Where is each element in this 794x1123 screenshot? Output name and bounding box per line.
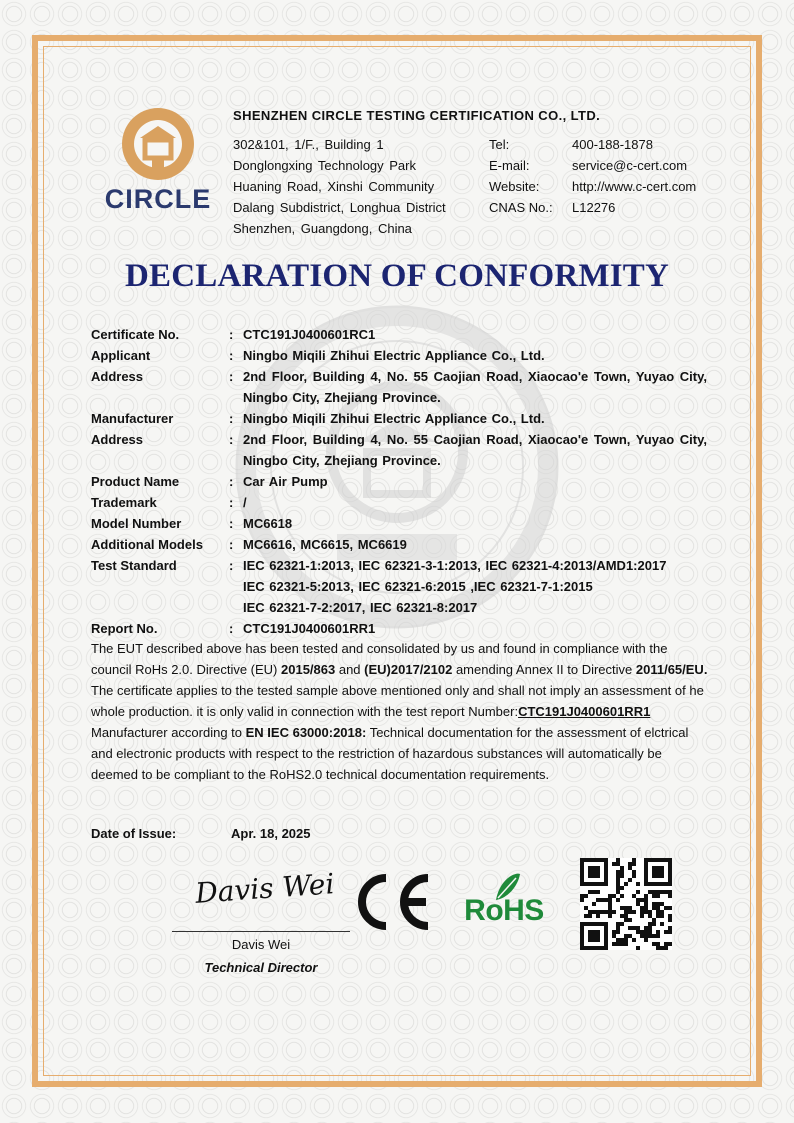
field-value: Ningbo Miqili Zhihui Electric Appliance Co., Ltd. [243, 411, 545, 426]
field-label: Applicant [91, 348, 151, 363]
compliance-paragraph [91, 638, 711, 722]
address-line: Huaning Road, Xinshi Community [233, 179, 435, 194]
text: Technical documentation for the assessment of elctrical and electronic products with respect to the restriction of hazardous substances will automatically be deemed to be compliant to the RoHS2.0 technical documentation requirements. [91, 725, 689, 782]
field-label: Product Name [91, 474, 180, 489]
company-contacts [489, 134, 696, 218]
contact-label: Tel: [489, 137, 510, 152]
date-of-issue [91, 826, 311, 841]
field-label: Manufacturer [91, 411, 174, 426]
contact-value: http://www.c-cert.com [572, 179, 697, 194]
field-test-standard: Test Standard : IEC 62321-1:2013, IEC 62321-3-1:2013, IEC 62321-4:2013/AMD1:2017 IEC 62321-5:2013, IEC 62321-6:2015 ,IEC 62321-7-1:2015 IEC 62321-7-2:2017, IEC 62321-8:2017 [91, 555, 707, 618]
signature-line [172, 931, 350, 932]
field-value: 2nd Floor, Building 4, No. 55 Caojian Road, Xiaocao'e Town, Yuyao City, Ningbo City, Zhejiang Province. [243, 432, 707, 468]
address-line: Shenzhen, Guangdong, China [233, 221, 412, 236]
circle-logo-icon [100, 104, 216, 182]
report-number: CTC191J0400601RR1 [518, 704, 651, 719]
manufacturer-paragraph [91, 722, 711, 785]
declaration-body [91, 638, 711, 785]
certificate-fields [91, 324, 707, 639]
text: The certificate applies to the tested sample above mentioned only and shall not imply an assessment of he whole production. it is only valid in connection with the test report Number: [91, 683, 704, 719]
field-applicant: Applicant : Ningbo Miqili Zhihui Electric Appliance Co., Ltd. [91, 345, 707, 366]
company-logo [100, 104, 216, 216]
rohs-mark-icon [456, 868, 552, 932]
company-address [233, 134, 446, 239]
contact-label: CNAS No.: [489, 200, 553, 215]
issue-value: Apr. 18, 2025 [231, 826, 311, 841]
field-value: CTC191J0400601RR1 [243, 621, 376, 636]
issue-label: Date of Issue: [91, 826, 177, 841]
text: Manufacturer according to [91, 725, 246, 740]
ce-mark-icon [350, 872, 434, 932]
field-manufacturer-address: Address : 2nd Floor, Building 4, No. 55 Caojian Road, Xiaocao'e Town, Yuyao City, Ningbo City, Zhejiang Province. [91, 429, 707, 471]
address-line: 302&101, 1/F., Building 1 [233, 137, 384, 152]
field-label: Test Standard [91, 558, 177, 573]
field-product-name: Product Name : Car Air Pump [91, 471, 707, 492]
company-name: SHENZHEN CIRCLE TESTING CERTIFICATION CO., LTD. [233, 108, 601, 123]
field-value: CTC191J0400601RC1 [243, 327, 376, 342]
field-report-no: Report No. : CTC191J0400601RR1 [91, 618, 707, 639]
address-line: Donglongxing Technology Park [233, 158, 416, 173]
signer-name: Davis Wei [231, 937, 291, 952]
text: The EUT described above has been tested and consolidated by us and found in compliance with the council RoHs 2.0. Directive (EU) [91, 641, 668, 677]
contact-label: Website: [489, 179, 540, 194]
contact-value: L12276 [572, 200, 616, 215]
standard-line: IEC 62321-7-2:2017, IEC 62321-8:2017 [243, 600, 478, 615]
contact-label: E-mail: [489, 158, 530, 173]
directive-ref: (EU)2017/2102 [364, 662, 453, 677]
field-value: MC6618 [243, 516, 293, 531]
contact-website [489, 176, 696, 197]
contact-cnas [489, 197, 696, 218]
signature-image: Davis Wei [194, 867, 336, 910]
document-title: DECLARATION OF CONFORMITY [124, 258, 669, 294]
field-label: Report No. [91, 621, 158, 636]
qr-code-icon [580, 858, 672, 950]
text: and [335, 662, 365, 677]
field-manufacturer: Manufacturer : Ningbo Miqili Zhihui Electric Appliance Co., Ltd. [91, 408, 707, 429]
field-trademark: Trademark : / [91, 492, 707, 513]
address-line: Dalang Subdistrict, Longhua District [233, 200, 446, 215]
field-label: Address [91, 432, 144, 447]
field-value [243, 555, 707, 618]
field-applicant-address: Address : 2nd Floor, Building 4, No. 55 Caojian Road, Xiaocao'e Town, Yuyao City, Ningbo City, Zhejiang Province. [91, 366, 707, 408]
field-certificate-no: Certificate No. : CTC191J0400601RC1 [91, 324, 707, 345]
directive-ref: 2011/65/EU. [635, 662, 708, 677]
standard-line: IEC 62321-5:2013, IEC 62321-6:2015 ,IEC 62321-7-1:2015 [243, 579, 593, 594]
field-value: / [243, 495, 247, 510]
field-value: Car Air Pump [243, 474, 328, 489]
contact-tel [489, 134, 696, 155]
field-value: 2nd Floor, Building 4, No. 55 Caojian Road, Xiaocao'e Town, Yuyao City, Ningbo City, Zhejiang Province. [243, 369, 707, 405]
standard-ref: EN IEC 63000:2018: [245, 725, 367, 740]
field-label: Certificate No. [91, 327, 180, 342]
field-label: Address [91, 369, 144, 384]
field-label: Model Number [91, 516, 182, 531]
field-label: Additional Models [91, 537, 203, 552]
field-value: Ningbo Miqili Zhihui Electric Appliance Co., Ltd. [243, 348, 545, 363]
rohs-text: RoHS [464, 894, 544, 927]
logo-text: CIRCLE [104, 184, 212, 214]
signer-title: Technical Director [204, 960, 318, 975]
text: amending Annex II to Directive [452, 662, 636, 677]
field-additional-models: Additional Models : MC6616, MC6615, MC6619 [91, 534, 707, 555]
contact-value: service@c-cert.com [572, 158, 688, 173]
contact-value: 400-188-1878 [572, 137, 653, 152]
field-label: Trademark [91, 495, 157, 510]
field-model-number: Model Number : MC6618 [91, 513, 707, 534]
directive-ref: 2015/863 [281, 662, 336, 677]
field-value: MC6616, MC6615, MC6619 [243, 537, 407, 552]
contact-email [489, 155, 696, 176]
standard-line: IEC 62321-1:2013, IEC 62321-3-1:2013, IEC 62321-4:2013/AMD1:2017 [243, 558, 667, 573]
